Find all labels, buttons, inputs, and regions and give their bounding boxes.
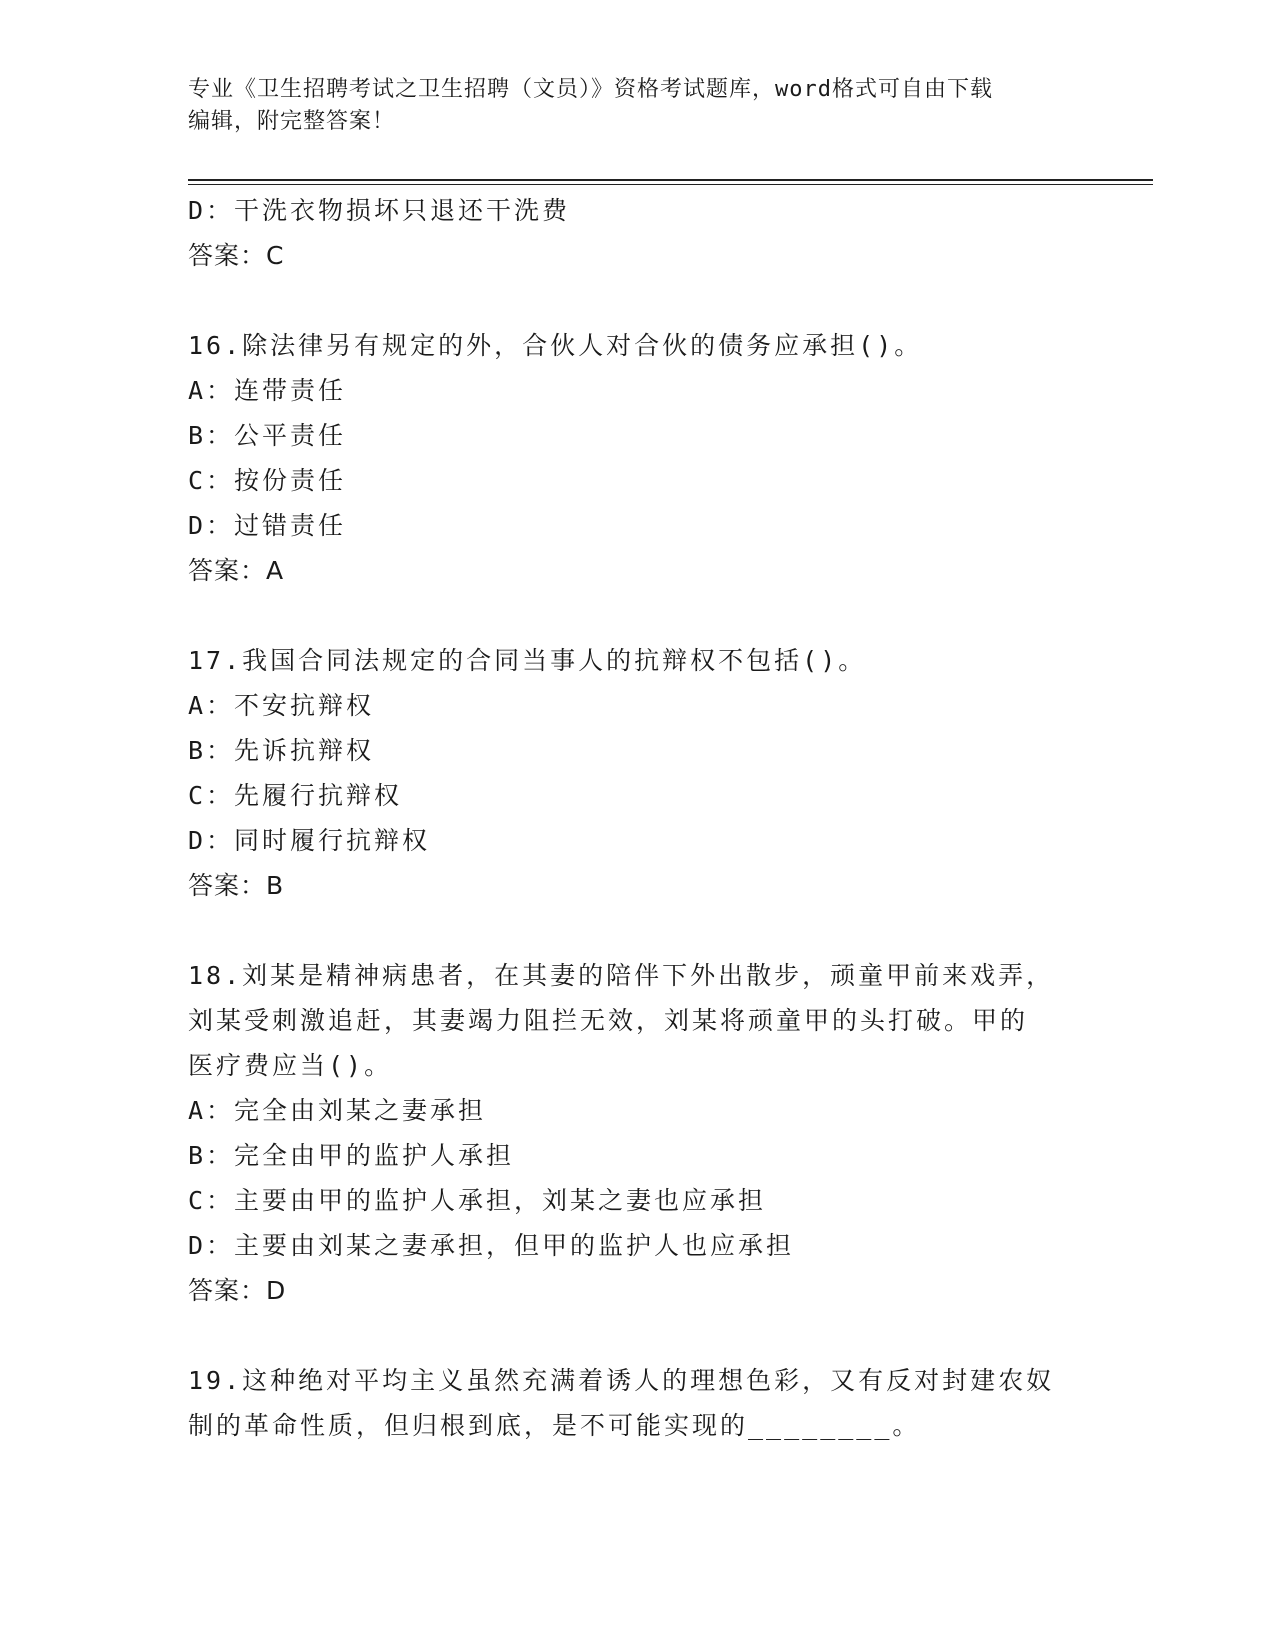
option-d: D：主要由刘某之妻承担，但甲的监护人也应承担: [188, 1231, 795, 1260]
question-stem: 16.除法律另有规定的外，合伙人对合伙的债务应承担()。: [188, 331, 923, 360]
question-list: [188, 188, 1088, 1448]
option-b: B：先诉抗辩权: [188, 736, 375, 765]
option-d: D：过错责任: [188, 511, 347, 540]
question-stem-line-1: 19.这种绝对平均主义虽然充满着诱人的理想色彩，又有反对封建农奴: [188, 1366, 1055, 1395]
question-stem-line-2: 刘某受刺激追赶，其妻竭力阻拦无效，刘某将顽童甲的头打破。甲的: [188, 1006, 1029, 1035]
answer: 答案：D: [188, 1276, 287, 1305]
option-d: D：干洗衣物损坏只退还干洗费: [188, 196, 571, 225]
option-c: C：先履行抗辩权: [188, 781, 403, 810]
header-line-1: 专业《卫生招聘考试之卫生招聘（文员）》资格考试题库，word格式可自由下载: [188, 77, 993, 102]
answer: 答案：B: [188, 871, 285, 900]
document-header: [188, 74, 1068, 138]
header-rule-thick: [188, 179, 1153, 181]
answer: 答案：C: [188, 241, 285, 270]
question-18: [188, 953, 1088, 1313]
option-c: C：主要由甲的监护人承担，刘某之妻也应承担: [188, 1186, 767, 1215]
header-rule-thin: [188, 184, 1153, 185]
question-stem-line-1: 18.刘某是精神病患者，在其妻的陪伴下外出散步，顽童甲前来戏弄，: [188, 961, 1055, 990]
option-d: D：同时履行抗辩权: [188, 826, 431, 855]
question-15-tail: [188, 188, 1088, 278]
option-a: A：连带责任: [188, 376, 347, 405]
question-stem: 17.我国合同法规定的合同当事人的抗辩权不包括()。: [188, 646, 867, 675]
question-stem-line-3: 医疗费应当()。: [188, 1051, 393, 1080]
option-a: A：不安抗辩权: [188, 691, 375, 720]
answer: 答案：A: [188, 556, 285, 585]
option-c: C：按份责任: [188, 466, 347, 495]
question-17: [188, 638, 1088, 908]
option-b: B：完全由甲的监护人承担: [188, 1141, 515, 1170]
question-19: [188, 1358, 1088, 1448]
question-16: [188, 323, 1088, 593]
header-line-2: 编辑，附完整答案！: [188, 109, 396, 134]
question-stem-line-2: 制的革命性质，但归根到底，是不可能实现的________。: [188, 1411, 921, 1440]
option-a: A：完全由刘某之妻承担: [188, 1096, 487, 1125]
option-b: B：公平责任: [188, 421, 347, 450]
